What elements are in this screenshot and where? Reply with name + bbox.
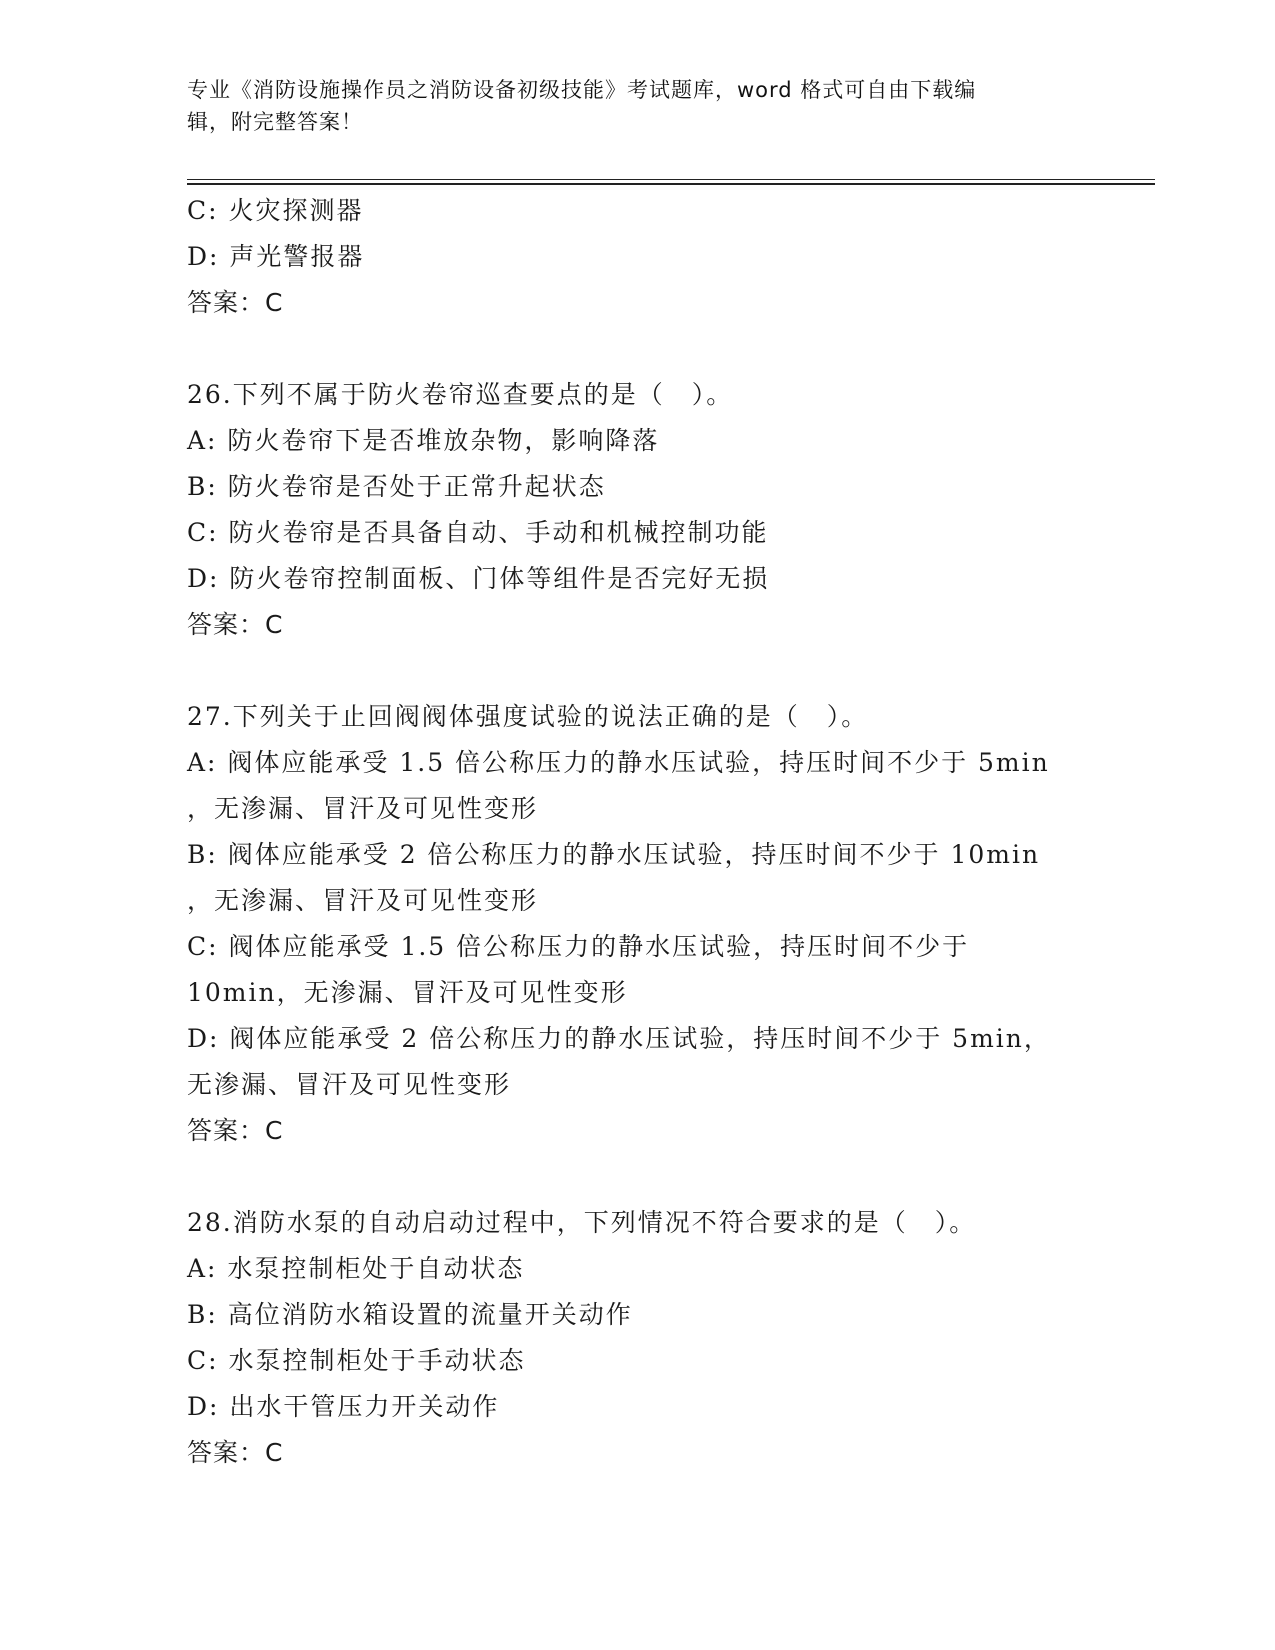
question-block: [187, 1200, 1087, 1476]
option: D: 阀体应能承受 2 倍公称压力的静水压试验，持压时间不少于 5min，: [187, 1024, 1051, 1053]
option: ，无渗漏、冒汗及可见性变形: [187, 794, 539, 823]
answer: 答案：C: [187, 610, 284, 639]
option: B: 阀体应能承受 2 倍公称压力的静水压试验，持压时间不少于 10min: [187, 840, 1041, 869]
spacer: [187, 648, 1087, 694]
option: B: 防火卷帘是否处于正常升起状态: [187, 472, 606, 501]
option: 10min，无渗漏、冒汗及可见性变形: [187, 978, 628, 1007]
question-block: [187, 188, 1087, 326]
option: C: 水泵控制柜处于手动状态: [187, 1346, 526, 1375]
answer: 答案：C: [187, 1438, 284, 1467]
option: ，无渗漏、冒汗及可见性变形: [187, 886, 539, 915]
header-rule-thin: [187, 179, 1155, 180]
option: D: 声光警报器: [187, 242, 365, 271]
option: A: 阀体应能承受 1.5 倍公称压力的静水压试验，持压时间不少于 5min: [187, 748, 1050, 777]
spacer: [187, 326, 1087, 372]
question-text: 28.消防水泵的自动启动过程中，下列情况不符合要求的是（ ）。: [187, 1208, 977, 1237]
option: C: 阀体应能承受 1.5 倍公称压力的静水压试验，持压时间不少于: [187, 932, 970, 961]
answer: 答案：C: [187, 288, 284, 317]
option: B: 高位消防水箱设置的流量开关动作: [187, 1300, 633, 1329]
header-rule-thick: [187, 183, 1155, 185]
option: 无渗漏、冒汗及可见性变形: [187, 1070, 512, 1099]
question-text: 27.下列关于止回阀阀体强度试验的说法正确的是（ ）。: [187, 702, 869, 731]
option: C: 火灾探测器: [187, 196, 364, 225]
option: A: 水泵控制柜处于自动状态: [187, 1254, 525, 1283]
document-header: [187, 74, 1067, 138]
question-block: [187, 694, 1087, 1154]
question-text: 26.下列不属于防火卷帘巡查要点的是（ ）。: [187, 380, 734, 409]
question-list: [187, 188, 1087, 1476]
answer: 答案：C: [187, 1116, 284, 1145]
option: A: 防火卷帘下是否堆放杂物，影响降落: [187, 426, 660, 455]
question-block: [187, 372, 1087, 648]
option: C: 防火卷帘是否具备自动、手动和机械控制功能: [187, 518, 769, 547]
header-line-1: 专业《消防设施操作员之消防设备初级技能》考试题库，word 格式可自由下载编: [187, 78, 977, 102]
option: D: 出水干管压力开关动作: [187, 1392, 500, 1421]
option: D: 防火卷帘控制面板、门体等组件是否完好无损: [187, 564, 770, 593]
spacer: [187, 1154, 1087, 1200]
header-line-2: 辑，附完整答案！: [187, 110, 363, 134]
